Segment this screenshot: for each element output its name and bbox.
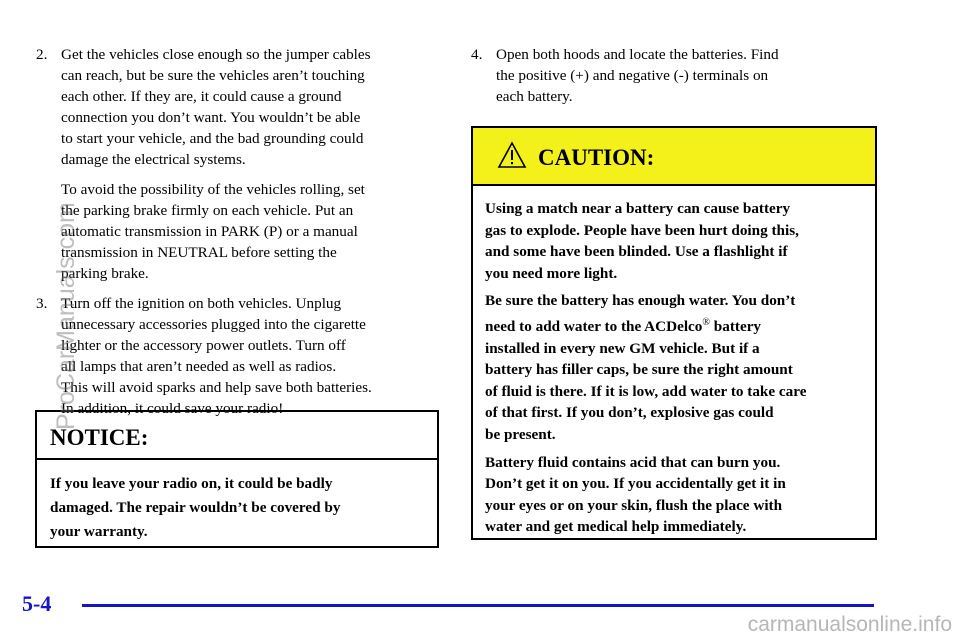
text-line: and some have been blinded. Use a flashlight if bbox=[485, 243, 788, 261]
right-column bbox=[471, 44, 877, 116]
text-line: In addition, it could save your radio! bbox=[61, 400, 284, 417]
text-line: Open both hoods and locate the batteries. Find bbox=[496, 46, 779, 63]
text-line: your eyes or on your skin, flush the place with bbox=[485, 496, 783, 514]
text-line: parking brake. bbox=[61, 265, 149, 282]
step-4-paragraph bbox=[496, 44, 877, 107]
left-column bbox=[36, 44, 440, 428]
text-line: your warranty. bbox=[50, 523, 148, 540]
text-line: transmission in NEUTRAL before setting the bbox=[61, 244, 337, 261]
warning-triangle-icon bbox=[497, 141, 527, 169]
text-line: Get the vehicles close enough so the jumper cables bbox=[61, 46, 371, 63]
text-line: damaged. The repair wouldn’t be covered by bbox=[50, 499, 341, 516]
text-line: be present. bbox=[485, 425, 556, 443]
step-3 bbox=[36, 293, 440, 419]
text-line: Be sure the battery has enough water. You don’t bbox=[485, 292, 796, 310]
step-2 bbox=[36, 44, 440, 284]
step-number: 2. bbox=[36, 46, 48, 63]
caution-title: CAUTION: bbox=[538, 145, 655, 170]
text-line: can reach, but be sure the vehicles aren’t touching bbox=[61, 67, 365, 84]
text-line: the parking brake firmly on each vehicle. Put an bbox=[61, 202, 354, 219]
text-line: automatic transmission in PARK (P) or a manual bbox=[61, 223, 358, 240]
text-line: each other. If they are, it could cause a ground bbox=[61, 88, 342, 105]
step-2-paragraph-2 bbox=[61, 179, 440, 284]
text-line: connection you don’t want. You wouldn’t be able bbox=[61, 109, 361, 126]
text-line: Using a match near a battery can cause battery bbox=[485, 200, 791, 217]
caution-text bbox=[473, 186, 875, 538]
text-line: to start your vehicle, and the bad grounding could bbox=[61, 130, 364, 147]
text-line: If you leave your radio on, it could be badly bbox=[50, 475, 333, 492]
text-line: of fluid is there. If it is low, add water to take care bbox=[485, 382, 807, 400]
text-line: all lamps that aren’t needed as well as radios. bbox=[61, 358, 337, 375]
text-line: need to add water to the ACDelco bbox=[485, 317, 703, 335]
text-line: each battery. bbox=[496, 88, 573, 105]
text-line: Battery fluid contains acid that can burn you. bbox=[485, 453, 781, 471]
text-line: lighter or the accessory power outlets. Turn off bbox=[61, 337, 346, 354]
text-line: damage the electrical systems. bbox=[61, 151, 246, 168]
text-line: gas to explode. People have been hurt doing this, bbox=[485, 221, 799, 239]
caution-paragraph-2 bbox=[485, 290, 865, 445]
notice-box bbox=[35, 410, 439, 548]
text-line: of that first. If you don’t, explosive gas could bbox=[485, 404, 774, 422]
notice-title: NOTICE: bbox=[37, 412, 437, 460]
caution-paragraph-1 bbox=[485, 198, 865, 284]
caution-box bbox=[471, 126, 877, 540]
bottom-watermark: carmanualsonline.info bbox=[747, 613, 952, 636]
text-line: battery has filler caps, be sure the right amount bbox=[485, 361, 793, 379]
step-number: 3. bbox=[36, 295, 48, 312]
notice-text bbox=[37, 460, 437, 544]
step-2-paragraph-1 bbox=[61, 44, 440, 170]
page-number: 5-4 bbox=[22, 591, 52, 616]
text-line: To avoid the possibility of the vehicles rolling, set bbox=[61, 181, 365, 198]
text-line: battery bbox=[710, 317, 762, 335]
text-line: Turn off the ignition on both vehicles. Unplug bbox=[61, 295, 342, 312]
side-watermark: ProCarManuals.com bbox=[52, 202, 80, 430]
text-line: installed in every new GM vehicle. But if a bbox=[485, 339, 760, 357]
text-line: Don’t get it on you. If you accidentally get it in bbox=[485, 475, 786, 493]
registered-mark: ® bbox=[702, 316, 710, 328]
step-4 bbox=[471, 44, 877, 107]
text-line: unnecessary accessories plugged into the cigarette bbox=[61, 316, 366, 333]
caution-header bbox=[473, 128, 875, 186]
footer-divider bbox=[82, 604, 874, 607]
step-3-paragraph bbox=[61, 293, 440, 419]
step-number: 4. bbox=[471, 46, 483, 63]
text-line: you need more light. bbox=[485, 264, 618, 282]
text-line: water and get medical help immediately. bbox=[485, 518, 747, 536]
text-line: the positive (+) and negative (-) terminals on bbox=[496, 67, 769, 84]
caution-paragraph-3 bbox=[485, 452, 865, 538]
text-line: This will avoid sparks and help save both batteries. bbox=[61, 379, 372, 396]
